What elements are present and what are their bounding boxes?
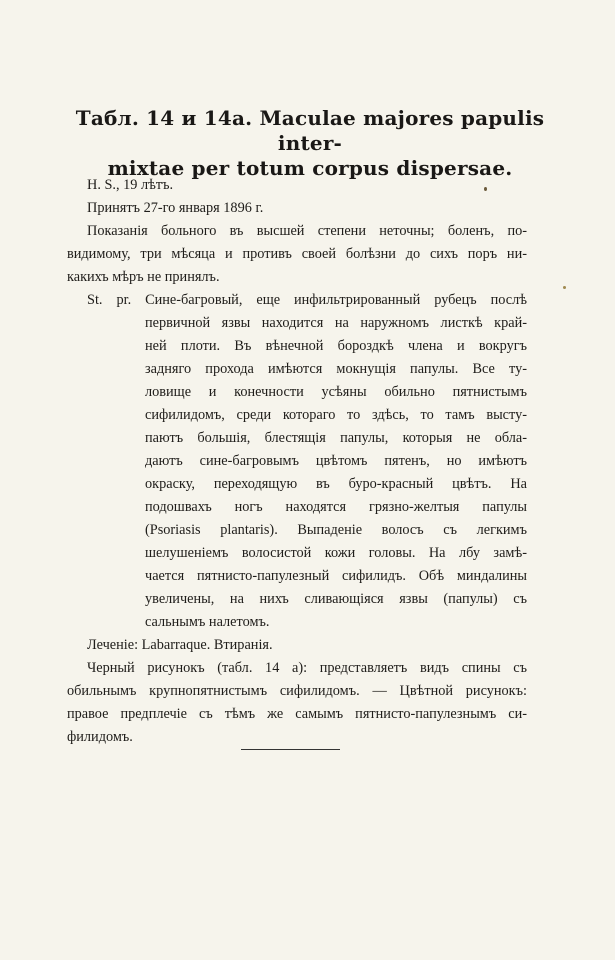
figure-note-line-3: правое предплечіе съ тѣмъ же самымъ пятнисто-папулезнымъ си- [67,706,527,722]
end-divider [241,749,340,750]
status-line-6: сифилидомъ, среди котораго то здѣсь, то тамъ высту- [145,407,527,423]
status-line-2: первичной язвы находится на наружномъ листкѣ край- [145,315,527,331]
figure-note-line-4: филидомъ. [67,729,133,745]
title-line-2: mixtae per totum corpus dispersae. [107,156,513,180]
status-line-3: ней плоти. Въ вѣнечной бороздкѣ члена и вокругъ [145,338,527,354]
treatment-line: Леченіе: Labarraque. Втиранія. [87,637,273,653]
anamnesis-line-1: Показанія больного въ высшей степени неточны; боленъ, по- [87,223,527,239]
paper-speck [563,286,566,289]
status-line-1: St. pr. Сине-багровый, еще инфильтрированный рубецъ послѣ [87,292,527,308]
anamnesis-line-3: какихъ мѣръ не принялъ. [67,269,220,285]
status-line-15: сальнымъ налетомъ. [145,614,270,630]
status-line-4: задняго прохода имѣются мокнущія папулы. Все ту- [145,361,527,377]
table-title [60,106,560,181]
patient-info-line: Н. S., 19 лѣтъ. [87,177,174,193]
title-line-1: Табл. 14 и 14а. Maculae majores papulis inter- [75,106,545,155]
status-line-12: шелушеніемъ волосистой кожи головы. На лбу замѣ- [145,545,527,561]
status-line-14: увеличены, на нихъ сливающіяся язвы (папулы) съ [145,591,527,607]
figure-note-line-2: обильнымъ крупнопятнистымъ сифилидомъ. — Цвѣтной рисунокъ: [67,683,527,699]
anamnesis-line-2: видимому, три мѣсяца и противъ своей болѣзни до сихъ поръ ни- [67,246,527,262]
status-line-13: чается пятнисто-папулезный сифилидъ. Обѣ миндалины [145,568,527,584]
admission-date-line: Принятъ 27-го января 1896 г. [87,200,264,216]
status-line-7: паютъ большія, блестящія папулы, которыя не обла- [145,430,527,446]
paper-speck [484,187,487,191]
status-line-10: подошвахъ ногъ находятся грязно-желтыя папулы [145,499,527,515]
status-line-9: окраску, переходящую въ буро-красный цвѣтъ. На [145,476,527,492]
figure-note-line-1: Черный рисунокъ (табл. 14 а): представляетъ видъ спины съ [87,660,527,676]
status-line-11: (Psoriasis plantaris). Выпаденіе волосъ съ легкимъ [145,522,527,538]
status-line-8: даютъ сине-багровымъ цвѣтомъ пятенъ, но имѣютъ [145,453,527,469]
status-line-5: ловище и конечности усѣяны обильно пятнистымъ [145,384,527,400]
